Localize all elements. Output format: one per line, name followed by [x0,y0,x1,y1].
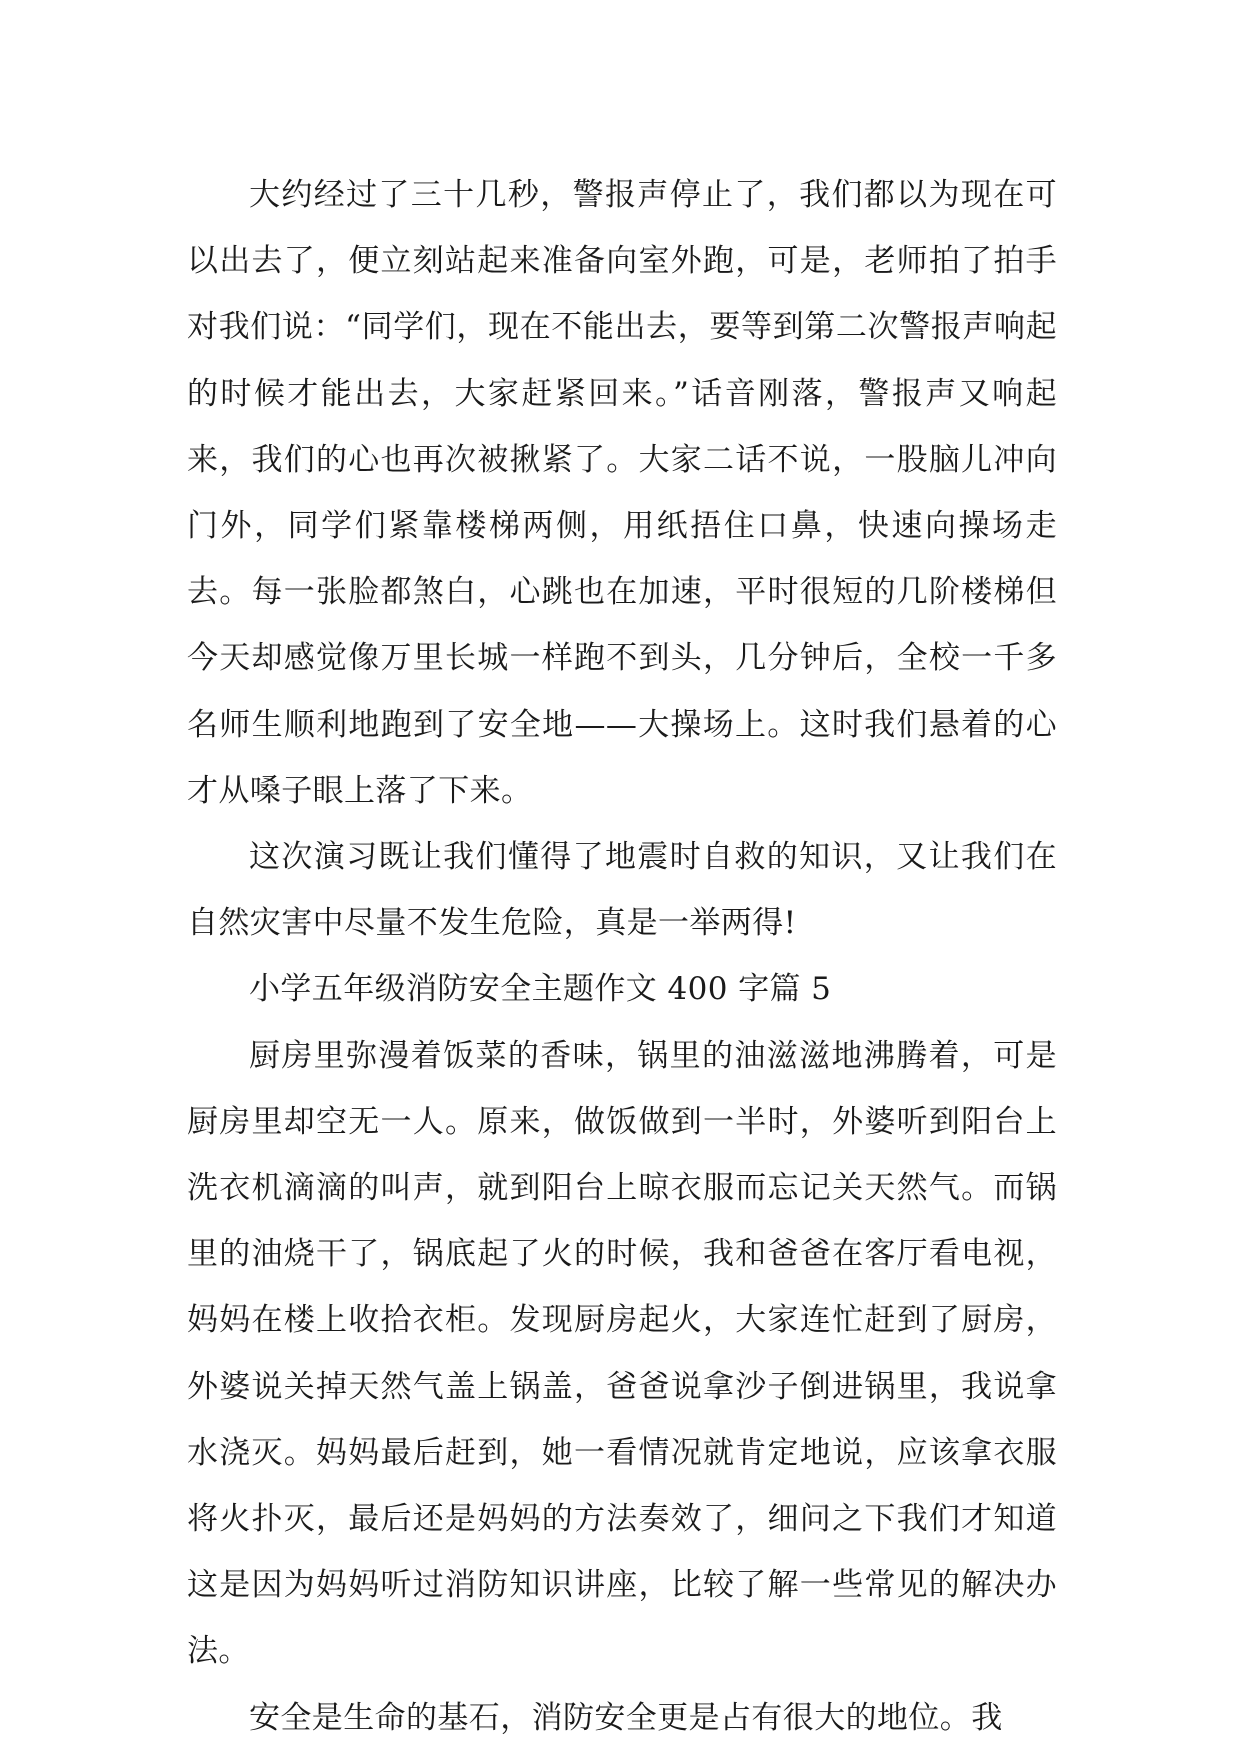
document-body [187,162,1057,1751]
essay-heading: 小学五年级消防安全主题作文 400 字篇 5 [249,971,832,1008]
paragraph-safety-cornerstone: 安全是生命的基石，消防安全更是占有很大的地位。我 [249,1699,1003,1736]
paragraph-kitchen-fire: 厨房里弥漫着饭菜的香味，锅里的油滋滋地沸腾着，可是厨房里却空无一人。原来，做饭做到一半时，外婆听到阳台上洗衣机滴滴的叫声，就到阳台上晾衣服而忘记关天然气。而锅里的油烧干了，锅底起了火的时候，我和爸爸在客厅看电视，妈妈在楼上收拾衣柜。发现厨房起火，大家连忙赶到了厨房，外婆说关掉天然气盖上锅盖，爸爸说拿沙子倒进锅里，我说拿水浇灭。妈妈最后赶到，她一看情况就肯定地说，应该拿衣服将火扑灭，最后还是妈妈的方法奏效了，细问之下我们才知道这是因为妈妈听过消防知识讲座，比较了解一些常见的解决办法。 [187,1037,1057,1670]
paragraph-drill-evacuation: 大约经过了三十几秒，警报声停止了，我们都以为现在可以出去了，便立刻站起来准备向室外跑，可是，老师拍了拍手对我们说：“同学们，现在不能出去，要等到第二次警报声响起的时候才能出去，大家赶紧回来。”话音刚落，警报声又响起来，我们的心也再次被揪紧了。大家二话不说，一股脑儿冲向门外，同学们紧靠楼梯两侧，用纸捂住口鼻，快速向操场走去。每一张脸都煞白，心跳也在加速，平时很短的几阶楼梯但今天却感觉像万里长城一样跑不到头，几分钟后，全校一千多名师生顺利地跑到了安全地——大操场上。这时我们悬着的心才从嗓子眼上落了下来。 [187,177,1057,809]
paragraph-drill-conclusion: 这次演习既让我们懂得了地震时自救的知识，又让我们在自然灾害中尽量不发生危险，真是一举两得! [187,839,1057,942]
